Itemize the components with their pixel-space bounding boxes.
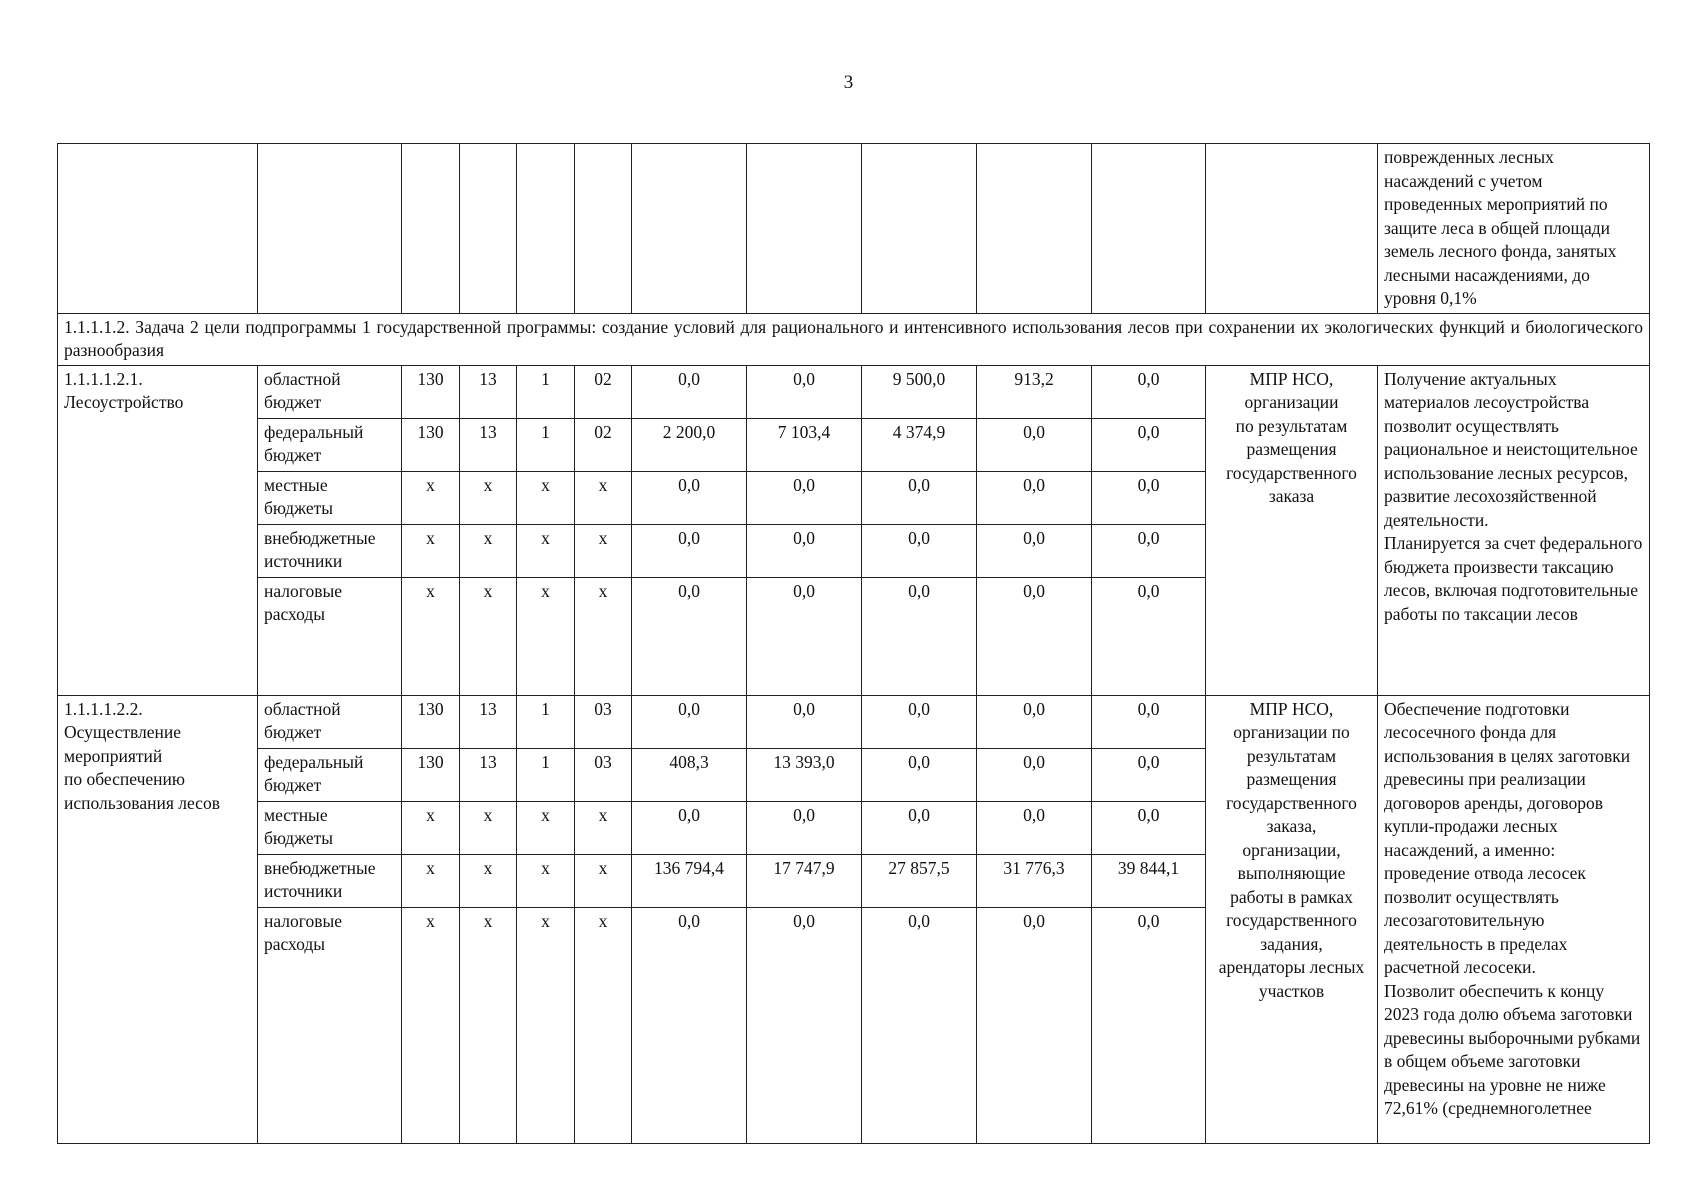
funding-value: 0,0 bbox=[862, 748, 977, 801]
funding-value: 9 500,0 bbox=[862, 365, 977, 418]
funding-value: 0,0 bbox=[632, 577, 747, 695]
budget-code: x bbox=[402, 524, 460, 577]
funding-value: 0,0 bbox=[632, 524, 747, 577]
executor-cell: МПР НСО, организации по результатам размещения государственного заказа bbox=[1206, 365, 1378, 695]
funding-value: 0,0 bbox=[1092, 801, 1206, 854]
budget-code: x bbox=[460, 471, 517, 524]
funding-value: 0,0 bbox=[1092, 907, 1206, 1143]
budget-code: 13 bbox=[460, 365, 517, 418]
funding-value: 0,0 bbox=[747, 801, 862, 854]
funding-value: 13 393,0 bbox=[747, 748, 862, 801]
funding-value: 0,0 bbox=[632, 801, 747, 854]
budget-code: x bbox=[575, 524, 632, 577]
result-paragraph: Позволит обеспечить к концу 2023 года долю объема заготовки древесины выборочными рубками в общем объеме заготовки древесины на уровне не ниже 72,61% (среднемноголетнее bbox=[1384, 980, 1641, 1118]
budget-code: x bbox=[517, 854, 575, 907]
empty-cell bbox=[1092, 144, 1206, 314]
budget-code: 1 bbox=[517, 748, 575, 801]
budget-code: x bbox=[517, 577, 575, 695]
funding-value: 0,0 bbox=[1092, 748, 1206, 801]
budget-code: x bbox=[575, 577, 632, 695]
funding-value: 27 857,5 bbox=[862, 854, 977, 907]
budget-code: x bbox=[460, 854, 517, 907]
budget-code: 02 bbox=[575, 418, 632, 471]
budget-code: 1 bbox=[517, 695, 575, 748]
result-paragraph: Планируется за счет федерального бюджета произвести таксацию лесов, включая подготовительные работы по таксации лесов bbox=[1384, 533, 1643, 624]
funding-value: 0,0 bbox=[747, 365, 862, 418]
budget-code: x bbox=[517, 801, 575, 854]
result-paragraph: Обеспечение подготовки лесосечного фонда для использования в целях заготовки древесины при реализации договоров аренды, договоров купли-продажи лесных насаждений, а именно: проведение отвода лесосек позволит осуществлять лесозаготовительную деятельность в пределах расчетной лесосеки. bbox=[1384, 698, 1631, 977]
funding-value: 0,0 bbox=[977, 695, 1092, 748]
budget-code: x bbox=[402, 801, 460, 854]
funding-value: 0,0 bbox=[747, 471, 862, 524]
page-number: 3 bbox=[843, 72, 854, 93]
funding-value: 0,0 bbox=[977, 418, 1092, 471]
budget-code: x bbox=[517, 524, 575, 577]
funding-value: 0,0 bbox=[862, 524, 977, 577]
funding-value: 0,0 bbox=[1092, 577, 1206, 695]
budget-code: 1 bbox=[517, 418, 575, 471]
result-cell: поврежденных лесных насаждений с учетом проведенных мероприятий по защите леса в общей площади земель лесного фонда, занятых лесными насаждениями, до уровня 0,1% bbox=[1378, 144, 1650, 314]
activity-title: 1.1.1.1.2.2. Осуществление мероприятий по обеспечению использования лесов bbox=[58, 695, 258, 1143]
funding-value: 0,0 bbox=[632, 471, 747, 524]
funding-value: 0,0 bbox=[1092, 695, 1206, 748]
funding-value: 0,0 bbox=[1092, 365, 1206, 418]
funding-value: 408,3 bbox=[632, 748, 747, 801]
empty-cell bbox=[747, 144, 862, 314]
budget-code: x bbox=[402, 907, 460, 1143]
funding-value: 2 200,0 bbox=[632, 418, 747, 471]
empty-cell bbox=[258, 144, 402, 314]
task-heading: 1.1.1.1.2. Задача 2 цели подпрограммы 1 государственной программы: создание условий для рационального и интенсивного использования лесов при сохранении их экологических функций и биологического разнообразия bbox=[58, 313, 1650, 365]
funding-source: местные бюджеты bbox=[258, 471, 402, 524]
budget-code: x bbox=[517, 907, 575, 1143]
budget-code: 13 bbox=[460, 418, 517, 471]
budget-code: 130 bbox=[402, 748, 460, 801]
funding-source: налоговые расходы bbox=[258, 577, 402, 695]
funding-value: 136 794,4 bbox=[632, 854, 747, 907]
funding-value: 0,0 bbox=[977, 471, 1092, 524]
budget-code: x bbox=[575, 471, 632, 524]
budget-code: x bbox=[402, 854, 460, 907]
funding-value: 0,0 bbox=[977, 907, 1092, 1143]
funding-value: 0,0 bbox=[862, 801, 977, 854]
funding-value: 0,0 bbox=[1092, 418, 1206, 471]
budget-code: 13 bbox=[460, 748, 517, 801]
funding-source: внебюджетные источники bbox=[258, 854, 402, 907]
budget-code: x bbox=[575, 801, 632, 854]
budget-code: 02 bbox=[575, 365, 632, 418]
funding-source: налоговые расходы bbox=[258, 907, 402, 1143]
funding-value: 0,0 bbox=[632, 365, 747, 418]
funding-value: 17 747,9 bbox=[747, 854, 862, 907]
budget-code: x bbox=[460, 907, 517, 1143]
budget-code: 03 bbox=[575, 695, 632, 748]
budget-code: 130 bbox=[402, 365, 460, 418]
funding-value: 0,0 bbox=[747, 695, 862, 748]
budget-code: 130 bbox=[402, 418, 460, 471]
funding-source: внебюджетные источники bbox=[258, 524, 402, 577]
funding-source: областной бюджет bbox=[258, 695, 402, 748]
funding-value: 0,0 bbox=[862, 471, 977, 524]
funding-value: 0,0 bbox=[1092, 524, 1206, 577]
funding-value: 0,0 bbox=[747, 524, 862, 577]
budget-code: x bbox=[460, 577, 517, 695]
funding-value: 0,0 bbox=[977, 801, 1092, 854]
funding-source: федеральный бюджет bbox=[258, 748, 402, 801]
funding-value: 0,0 bbox=[862, 907, 977, 1143]
funding-value: 7 103,4 bbox=[747, 418, 862, 471]
funding-value: 0,0 bbox=[977, 524, 1092, 577]
funding-value: 0,0 bbox=[747, 907, 862, 1143]
funding-source: федеральный бюджет bbox=[258, 418, 402, 471]
budget-code: 13 bbox=[460, 695, 517, 748]
empty-cell bbox=[58, 144, 258, 314]
budget-code: x bbox=[460, 801, 517, 854]
funding-row bbox=[58, 695, 1650, 748]
budget-code: x bbox=[402, 577, 460, 695]
budget-code: x bbox=[575, 907, 632, 1143]
executor-cell: МПР НСО, организации по результатам размещения государственного заказа, организации, выполняющие работы в рамках государственного задания, арендаторы лесных участков bbox=[1206, 695, 1378, 1143]
budget-code: 130 bbox=[402, 695, 460, 748]
result-cell bbox=[1378, 695, 1650, 1143]
funding-value: 0,0 bbox=[632, 907, 747, 1143]
budget-code: x bbox=[517, 471, 575, 524]
funding-value: 0,0 bbox=[632, 695, 747, 748]
program-activities-table bbox=[57, 143, 1650, 1144]
empty-cell bbox=[575, 144, 632, 314]
budget-code: 1 bbox=[517, 365, 575, 418]
empty-cell bbox=[862, 144, 977, 314]
funding-source: областной бюджет bbox=[258, 365, 402, 418]
budget-code: 03 bbox=[575, 748, 632, 801]
empty-cell bbox=[977, 144, 1092, 314]
funding-value: 913,2 bbox=[977, 365, 1092, 418]
budget-code: x bbox=[575, 854, 632, 907]
funding-value: 0,0 bbox=[977, 577, 1092, 695]
funding-value: 0,0 bbox=[862, 577, 977, 695]
funding-value: 4 374,9 bbox=[862, 418, 977, 471]
empty-cell bbox=[1206, 144, 1378, 314]
funding-value: 0,0 bbox=[977, 748, 1092, 801]
funding-value: 31 776,3 bbox=[977, 854, 1092, 907]
empty-cell bbox=[460, 144, 517, 314]
funding-row bbox=[58, 365, 1650, 418]
empty-cell bbox=[632, 144, 747, 314]
continuation-row bbox=[58, 144, 1650, 314]
budget-code: x bbox=[402, 471, 460, 524]
empty-cell bbox=[402, 144, 460, 314]
budget-code: x bbox=[460, 524, 517, 577]
activity-title: 1.1.1.1.2.1. Лесоустройство bbox=[58, 365, 258, 695]
result-cell bbox=[1378, 365, 1650, 695]
funding-value: 39 844,1 bbox=[1092, 854, 1206, 907]
task-row bbox=[58, 313, 1650, 365]
funding-source: местные бюджеты bbox=[258, 801, 402, 854]
result-paragraph: Получение актуальных материалов лесоустройства позволит осуществлять рациональное и неистощительное использование лесных ресурсов, развитие лесохозяйственной деятельности. bbox=[1384, 368, 1638, 530]
funding-value: 0,0 bbox=[747, 577, 862, 695]
funding-value: 0,0 bbox=[862, 695, 977, 748]
empty-cell bbox=[517, 144, 575, 314]
funding-value: 0,0 bbox=[1092, 471, 1206, 524]
